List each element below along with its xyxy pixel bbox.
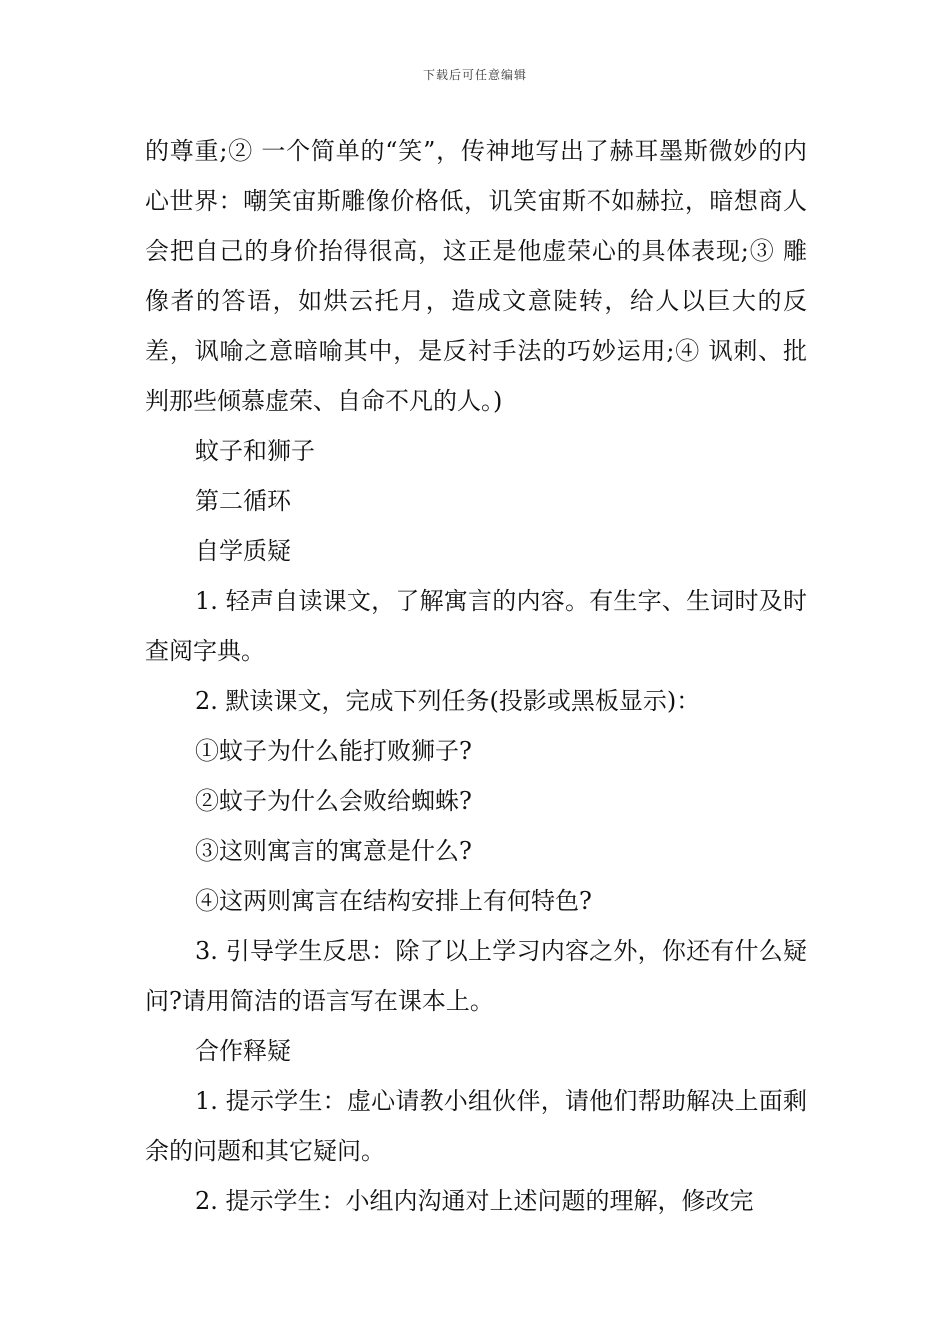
paragraph-coop-2: 2. 提示学生：小组内沟通对上述问题的理解，修改完	[195, 1187, 754, 1215]
question-3: ③这则寓言的寓意是什么?	[195, 837, 472, 865]
paragraph-step-3: 3. 引导学生反思：除了以上学习内容之外，你还有什么疑问?请用简洁的语言写在课本上。	[145, 937, 807, 1015]
paragraph-step-2: 2. 默读课文，完成下列任务(投影或黑板显示)：	[195, 687, 701, 715]
paragraph-step-1: 1. 轻声自读课文，了解寓言的内容。有生字、生词时及时查阅字典。	[145, 587, 807, 665]
section-heading-cooperation: 合作释疑	[195, 1037, 291, 1065]
paragraph-continuation: 的尊重;② 一个简单的“笑”，传神地写出了赫耳墨斯微妙的内心世界：嘲笑宙斯雕像价格低，讥笑宙斯不如赫拉，暗想商人会把自己的身价抬得很高，这正是他虚荣心的具体表现;③ 雕像者的答语，如烘云托月，造成文意陡转，给人以巨大的反差，讽喻之意暗喻其中，是反衬手法的巧妙运用;④ 讽刺、批判那些倾慕虚荣、自命不凡的人。)	[145, 137, 807, 415]
header-note: 下载后可任意编辑	[422, 68, 527, 82]
document-body	[145, 126, 807, 1226]
section-title-fable: 蚊子和狮子	[195, 437, 315, 465]
question-2: ②蚊子为什么会败给蜘蛛?	[195, 787, 472, 815]
question-1: ①蚊子为什么能打败狮子?	[195, 737, 472, 765]
section-title-cycle: 第二循环	[195, 487, 291, 515]
section-heading-self-study: 自学质疑	[195, 537, 291, 565]
question-4: ④这两则寓言在结构安排上有何特色?	[195, 887, 592, 915]
paragraph-coop-1: 1. 提示学生：虚心请教小组伙伴，请他们帮助解决上面剩余的问题和其它疑问。	[145, 1087, 807, 1165]
